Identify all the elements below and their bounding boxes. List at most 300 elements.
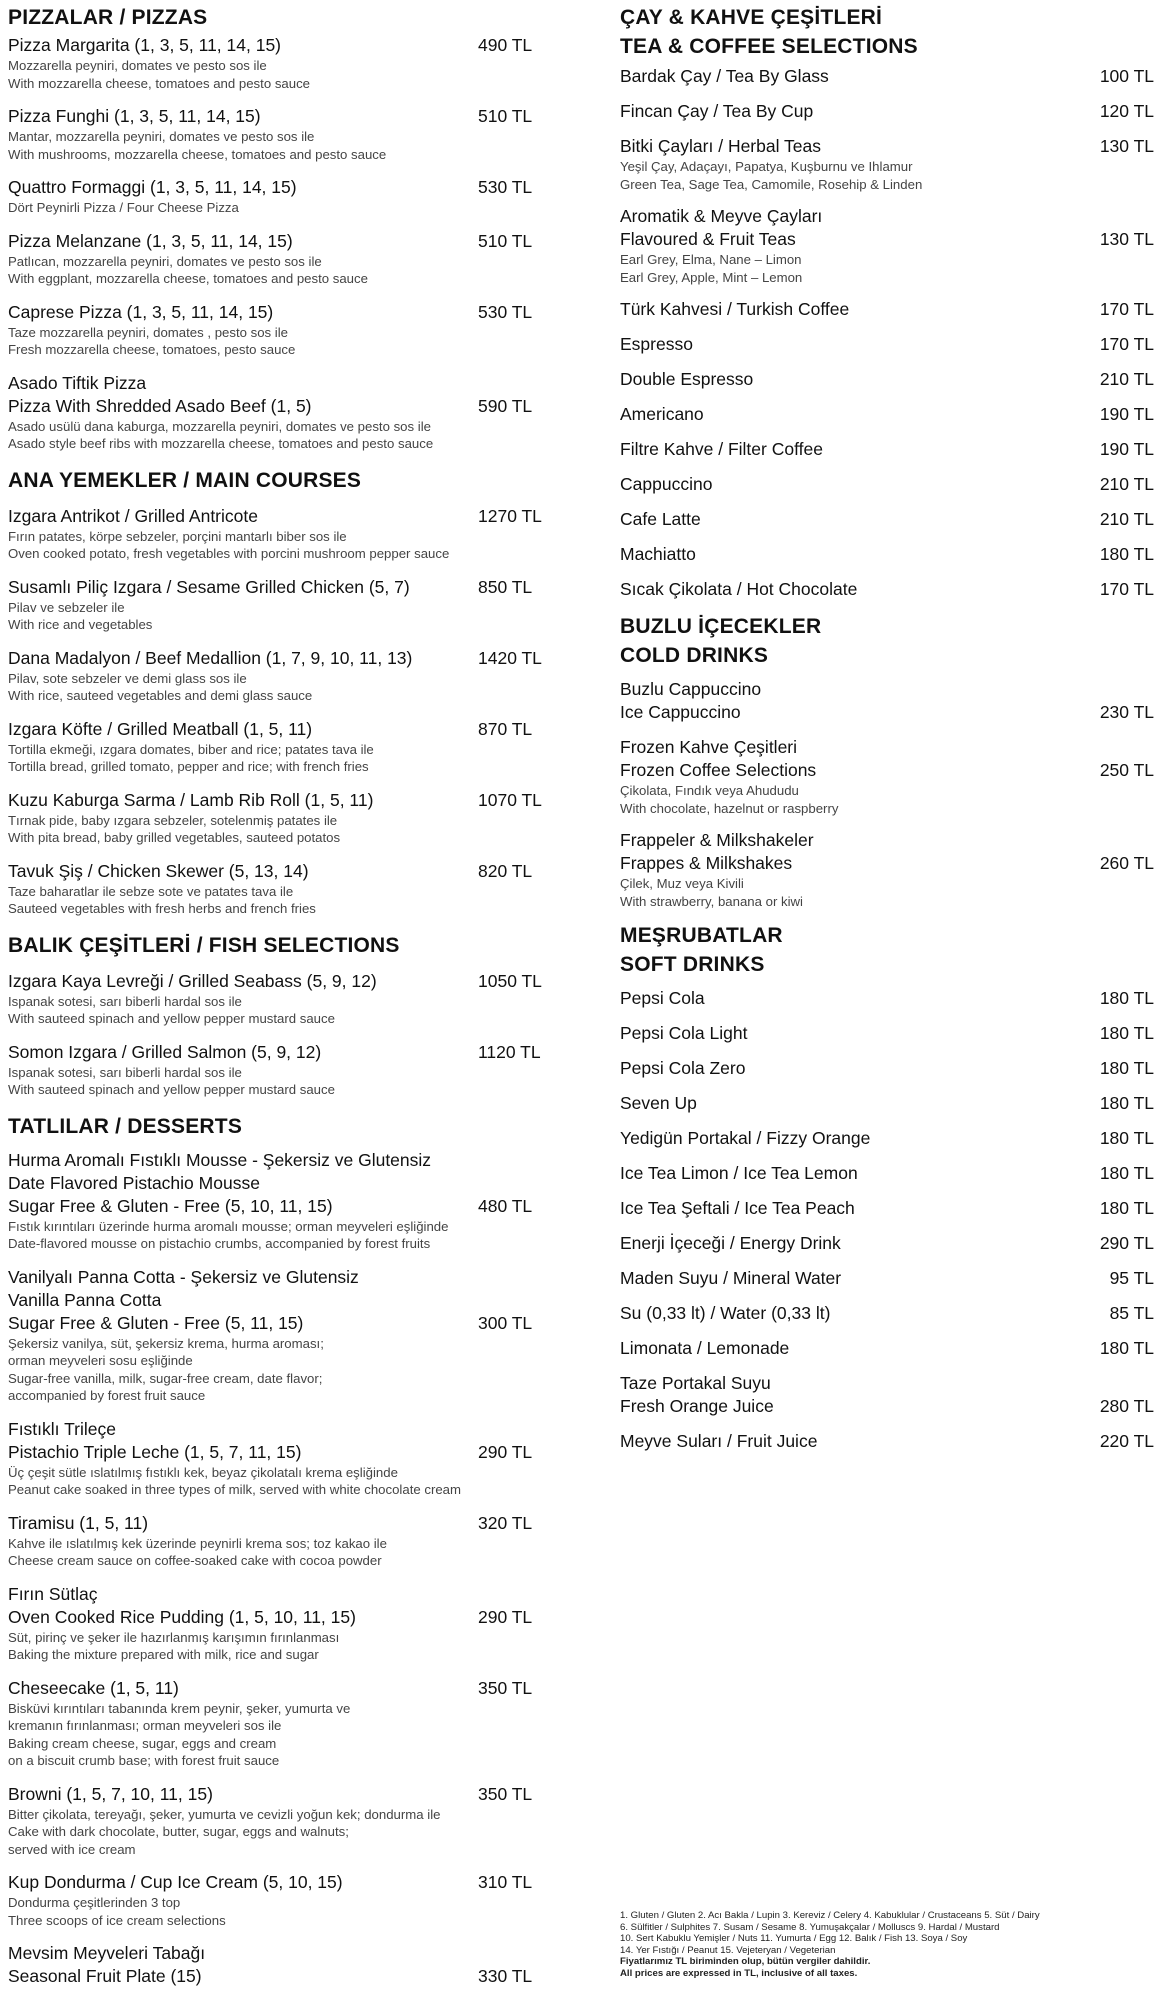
left-menu-column xyxy=(8,0,542,1988)
item-price: 180 TL xyxy=(1099,1128,1154,1148)
item-description: With chocolate, hazelnut or raspberry xyxy=(620,800,839,816)
item-description: Ispanak sotesi, sarı biberli hardal sos ile xyxy=(8,993,242,1009)
item-name-line xyxy=(620,438,1154,461)
item-name-line xyxy=(620,403,1154,426)
item-name: Aromatik & Meyve Çayları xyxy=(620,206,823,226)
item-description: With rice and vegetables xyxy=(8,617,153,632)
item-name: Seven Up xyxy=(620,1093,697,1113)
item-description: Dondurma çeşitlerinden 3 top xyxy=(8,1895,181,1910)
menu-item xyxy=(8,789,542,847)
item-price: 290 TL xyxy=(478,1606,533,1627)
item-name-line xyxy=(620,543,1154,566)
item-name: Frappeler & Milkshakeler xyxy=(620,830,814,850)
item-name-line xyxy=(620,1395,1154,1418)
item-name-line xyxy=(8,372,538,395)
item-name: Ice Tea Şeftali / Ice Tea Peach xyxy=(620,1198,855,1218)
item-name: Date Flavored Pistachio Mousse xyxy=(8,1172,260,1193)
item-name: Pizza Melanzane (1, 3, 5, 11, 14, 15) xyxy=(8,230,293,251)
item-name-line xyxy=(620,1092,1154,1115)
item-description: Bisküvi kırıntıları tabanında krem peynir, şeker, yumurta ve xyxy=(8,1700,351,1716)
item-description: Earl Grey, Elma, Nane – Limon xyxy=(620,252,802,267)
item-description: Fresh mozzarella cheese, tomatoes, pesto sauce xyxy=(8,342,296,357)
item-name: Izgara Köfte / Grilled Meatball (1, 5, 11) xyxy=(8,718,313,739)
item-price: 130 TL xyxy=(1099,136,1154,156)
item-name: Browni (1, 5, 7, 10, 11, 15) xyxy=(8,1783,213,1804)
item-description: Asado style beef ribs with mozzarella cheese, tomatoes and pesto sauce xyxy=(8,436,434,451)
item-description: Tırnak pide, baby ızgara sebzeler, sotelenmiş patates ile xyxy=(8,812,338,828)
item-description: With rice, sauteed vegetables and demi glass sauce xyxy=(8,688,313,703)
menu-item xyxy=(620,298,1154,321)
item-name-line xyxy=(620,1337,1154,1360)
item-price: 510 TL xyxy=(478,230,533,251)
menu-item xyxy=(8,1871,538,1929)
item-description: Mozzarella peyniri, domates ve pesto sos ile xyxy=(8,58,267,73)
item-price: 100 TL xyxy=(1099,66,1154,86)
item-description: Taze mozzarella peyniri, domates , pesto sos ile xyxy=(8,324,288,340)
item-name-line xyxy=(8,1965,538,1988)
item-name: Cheseecake (1, 5, 11) xyxy=(8,1677,179,1698)
item-name: Hurma Aromalı Fıstıklı Mousse - Şekersiz ve Glutensiz xyxy=(8,1149,432,1170)
item-name-line xyxy=(620,298,1154,321)
item-name: Cafe Latte xyxy=(620,509,701,529)
menu-item xyxy=(8,176,538,217)
item-name-line xyxy=(8,1172,538,1195)
item-name-line xyxy=(620,135,1154,158)
item-name-line xyxy=(8,1783,538,1806)
item-description: With pita bread, baby grilled vegetables, sauteed potatos xyxy=(8,830,341,845)
item-name: Bitki Çayları / Herbal Teas xyxy=(620,136,822,156)
item-name: Oven Cooked Rice Pudding (1, 5, 10, 11, 15) xyxy=(8,1606,356,1627)
item-name-line xyxy=(8,789,542,812)
item-name-line xyxy=(620,1127,1154,1150)
item-price: 230 TL xyxy=(1099,702,1154,722)
item-description: Yeşil Çay, Adaçayı, Papatya, Kuşburnu ve Ihlamur xyxy=(620,159,913,174)
menu-item xyxy=(8,1149,538,1253)
item-name-line xyxy=(620,1302,1154,1325)
item-name-line xyxy=(8,34,538,57)
item-name: Maden Suyu / Mineral Water xyxy=(620,1268,842,1288)
item-name-line xyxy=(8,1512,538,1535)
item-name-line xyxy=(8,230,538,253)
item-name: Türk Kahvesi / Turkish Coffee xyxy=(620,299,850,319)
menu-item xyxy=(620,1127,1154,1150)
item-name: Seasonal Fruit Plate (15) xyxy=(8,1966,202,1986)
item-name-line xyxy=(8,1149,538,1172)
section-heading: MEŞRUBATLAR xyxy=(620,924,783,947)
price-note: All prices are expressed in TL, inclusive of all taxes. xyxy=(620,1967,858,1979)
item-name: Izgara Kaya Levreği / Grilled Seabass (5, 9, 12) xyxy=(8,970,377,991)
section-heading: ÇAY & KAHVE ÇEŞİTLERİ xyxy=(620,6,883,29)
section-heading: TATLILAR / DESSERTS xyxy=(8,1114,243,1138)
menu-item xyxy=(620,1092,1154,1115)
item-name: Pepsi Cola Light xyxy=(620,1023,748,1043)
menu-item xyxy=(620,65,1154,88)
item-name: Enerji İçeceği / Energy Drink xyxy=(620,1233,841,1253)
item-name-line xyxy=(620,333,1154,356)
item-description: Bitter çikolata, tereyağı, şeker, yumurta ve cevizli yoğun kek; dondurma ile xyxy=(8,1806,441,1822)
item-name: Flavoured & Fruit Teas xyxy=(620,229,796,249)
menu-item xyxy=(8,647,542,705)
item-description: Oven cooked potato, fresh vegetables with porcini mushroom pepper sauce xyxy=(8,546,450,561)
item-price: 210 TL xyxy=(1099,509,1154,529)
menu-item xyxy=(620,1197,1154,1220)
item-price: 350 TL xyxy=(478,1677,533,1698)
item-price: 130 TL xyxy=(1099,229,1154,249)
item-name: Bardak Çay / Tea By Glass xyxy=(620,66,829,86)
item-price: 210 TL xyxy=(1099,474,1154,494)
item-name: Pistachio Triple Leche (1, 5, 7, 11, 15) xyxy=(8,1441,302,1462)
item-name: Susamlı Piliç Izgara / Sesame Grilled Chicken (5, 7) xyxy=(8,576,410,597)
item-name-line xyxy=(8,1266,538,1289)
item-price: 510 TL xyxy=(478,106,533,126)
allergen-line: 14. Yer Fıstığı / Peanut 15. Vejeteryan / Vegeterian xyxy=(620,1944,836,1956)
menu-item xyxy=(8,1512,538,1570)
section-heading: PIZZALAR / PIZZAS xyxy=(8,6,208,29)
item-name-line xyxy=(8,1606,538,1629)
item-name-line xyxy=(620,368,1154,391)
item-name: Kuzu Kaburga Sarma / Lamb Rib Roll (1, 5, 11) xyxy=(8,789,374,810)
item-name-line xyxy=(8,860,538,883)
item-price: 300 TL xyxy=(478,1312,533,1333)
item-name: Fincan Çay / Tea By Cup xyxy=(620,101,814,121)
item-name: Fırın Sütlaç xyxy=(8,1583,98,1604)
item-name: Izgara Antrikot / Grilled Antricote xyxy=(8,505,258,526)
item-description: Taze baharatlar ile sebze sote ve patates tava ile xyxy=(8,883,294,899)
allergen-line: 10. Sert Kabuklu Yemişler / Nuts 11. Yumurta / Egg 12. Balık / Fish 13. Soya / Soy xyxy=(620,1933,968,1945)
item-description: Çikolata, Fındık veya Ahududu xyxy=(620,783,799,798)
item-name-line xyxy=(620,100,1154,123)
item-name-line xyxy=(8,395,538,418)
item-name: Dana Madalyon / Beef Medallion (1, 7, 9, 10, 11, 13) xyxy=(8,647,413,668)
item-description: Pilav ve sebzeler ile xyxy=(8,599,125,615)
item-price: 180 TL xyxy=(1099,1163,1154,1183)
item-name-line xyxy=(620,701,1154,724)
item-price: 310 TL xyxy=(478,1872,533,1892)
item-name-line xyxy=(620,759,1154,782)
item-name: Filtre Kahve / Filter Coffee xyxy=(620,439,823,459)
item-description: Cake with dark chocolate, butter, sugar, eggs and walnuts; xyxy=(8,1824,349,1839)
item-name-line xyxy=(8,1677,538,1700)
menu-item xyxy=(620,1302,1154,1325)
item-name-line xyxy=(620,1372,1154,1395)
menu-item xyxy=(8,34,538,92)
menu-item xyxy=(8,576,538,634)
menu-item xyxy=(620,473,1154,496)
section-heading: BUZLU İÇECEKLER xyxy=(620,615,822,638)
item-description: Sugar-free vanilla, milk, sugar-free cream, date flavor; xyxy=(8,1370,323,1386)
item-name: Sıcak Çikolata / Hot Chocolate xyxy=(620,579,858,599)
item-name: Pepsi Cola Zero xyxy=(620,1058,746,1078)
item-name-line xyxy=(8,576,538,599)
item-description: Pilav, sote sebzeler ve demi glass sos ile xyxy=(8,670,247,686)
section-heading: SOFT DRINKS xyxy=(620,953,765,976)
item-price: 210 TL xyxy=(1099,369,1154,389)
section-heading: TEA & COFFEE SELECTIONS xyxy=(620,35,918,58)
item-name: Frozen Kahve Çeşitleri xyxy=(620,737,798,757)
item-description: Mantar, mozzarella peyniri, domates ve pesto sos ile xyxy=(8,129,315,144)
item-description: With strawberry, banana or kiwi xyxy=(620,893,803,909)
menu-item xyxy=(620,508,1154,531)
item-description: on a biscuit crumb base; with forest fruit sauce xyxy=(8,1753,280,1768)
item-name-line xyxy=(8,505,542,528)
section-heading: BALIK ÇEŞİTLERİ / FISH SELECTIONS xyxy=(8,933,400,957)
item-description: Cheese cream sauce on coffee-soaked cake with cocoa powder xyxy=(8,1553,382,1568)
item-name-line xyxy=(8,1312,538,1335)
item-name: Limonata / Lemonade xyxy=(620,1338,790,1358)
menu-item xyxy=(620,543,1154,566)
menu-item xyxy=(8,860,538,918)
item-name: Meyve Suları / Fruit Juice xyxy=(620,1431,818,1451)
item-description: With mozzarella cheese, tomatoes and pesto sauce xyxy=(8,75,311,91)
item-name-line xyxy=(620,1162,1154,1185)
item-description: With sauteed spinach and yellow pepper mustard sauce xyxy=(8,1082,335,1097)
item-description: Baking cream cheese, sugar, eggs and cream xyxy=(8,1735,277,1751)
item-price: 180 TL xyxy=(1099,1198,1154,1218)
item-price: 170 TL xyxy=(1099,334,1154,354)
menu-item xyxy=(8,372,538,453)
menu-item xyxy=(620,1372,1154,1418)
item-description: Patlıcan, mozzarella peyniri, domates ve pesto sos ile xyxy=(8,253,322,269)
menu-item xyxy=(620,438,1154,461)
item-price: 85 TL xyxy=(1109,1303,1154,1323)
item-name: Frozen Coffee Selections xyxy=(620,760,817,780)
menu-item xyxy=(620,1162,1154,1185)
item-name-line xyxy=(8,1195,538,1218)
item-name: Mevsim Meyveleri Tabağı xyxy=(8,1943,206,1963)
item-name-line xyxy=(8,1871,538,1894)
item-name: Fıstıklı Trileçe xyxy=(8,1418,116,1439)
item-price: 120 TL xyxy=(1099,101,1154,121)
item-name: Ice Cappuccino xyxy=(620,702,741,722)
item-description: served with ice cream xyxy=(8,1841,136,1857)
item-name-line xyxy=(620,578,1154,601)
item-price: 95 TL xyxy=(1109,1268,1154,1288)
section-heading: COLD DRINKS xyxy=(620,644,769,667)
item-description: Süt, pirinç ve şeker ile hazırlanmış karışımın fırınlanması xyxy=(8,1629,340,1645)
item-name-line xyxy=(8,301,538,324)
menu-item xyxy=(620,1267,1154,1290)
item-name-line xyxy=(620,1232,1154,1255)
item-name-line xyxy=(620,829,1154,852)
menu-item xyxy=(8,105,538,163)
item-price: 280 TL xyxy=(1099,1396,1154,1416)
item-price: 170 TL xyxy=(1099,299,1154,319)
menu-item xyxy=(8,1677,538,1770)
right-menu-column xyxy=(620,0,1154,1453)
item-price: 260 TL xyxy=(1099,853,1154,873)
section-heading: ANA YEMEKLER / MAIN COURSES xyxy=(8,468,362,492)
item-name-line xyxy=(620,473,1154,496)
menu-item xyxy=(620,578,1154,601)
item-name: Caprese Pizza (1, 3, 5, 11, 14, 15) xyxy=(8,301,274,322)
item-name-line xyxy=(620,508,1154,531)
item-name: Espresso xyxy=(620,334,693,354)
item-name-line xyxy=(620,736,1154,759)
item-price: 180 TL xyxy=(1099,988,1154,1008)
item-description: Çilek, Muz veya Kivili xyxy=(620,876,744,891)
item-name-line xyxy=(8,1418,538,1441)
item-description: kremanın fırınlanması; orman meyveleri sos ile xyxy=(8,1718,282,1733)
item-name-line xyxy=(620,678,1154,701)
item-description: With mushrooms, mozzarella cheese, tomatoes and pesto sauce xyxy=(8,146,387,162)
item-name-line xyxy=(620,987,1154,1010)
item-name-line xyxy=(620,65,1154,88)
item-price: 180 TL xyxy=(1099,544,1154,564)
item-description: Dört Peynirli Pizza / Four Cheese Pizza xyxy=(8,200,239,215)
item-name-line xyxy=(620,852,1154,875)
item-name: Pizza Funghi (1, 3, 5, 11, 14, 15) xyxy=(8,106,261,126)
item-name: Yedigün Portakal / Fizzy Orange xyxy=(620,1128,871,1148)
allergen-line: 6. Sülfitler / Sulphites 7. Susam / Sesame 8. Yumuşakçalar / Molluscs 9. Hardal / Mustard xyxy=(620,1921,1000,1933)
item-price: 290 TL xyxy=(1099,1233,1154,1253)
item-price: 1070 TL xyxy=(478,789,542,810)
item-description: Asado usülü dana kaburga, mozzarella peyniri, domates ve pesto sos ile xyxy=(8,418,431,434)
item-price: 870 TL xyxy=(478,718,533,739)
menu-item xyxy=(620,135,1154,193)
item-name: Vanilla Panna Cotta xyxy=(8,1289,162,1310)
item-name: Pizza Margarita (1, 3, 5, 11, 14, 15) xyxy=(8,35,282,55)
item-name-line xyxy=(620,228,1154,251)
item-name-line xyxy=(8,647,542,670)
item-description: orman meyveleri sosu eşliğinde xyxy=(8,1353,193,1368)
item-name-line xyxy=(620,1267,1154,1290)
item-description: Kahve ile ıslatılmış kek üzerinde peynirli krema sos; toz kakao ile xyxy=(8,1535,387,1551)
item-name: Quattro Formaggi (1, 3, 5, 11, 14, 15) xyxy=(8,177,297,197)
item-name: Cappuccino xyxy=(620,474,713,494)
menu-item xyxy=(8,230,538,288)
menu-item xyxy=(8,1418,538,1499)
menu-item xyxy=(620,403,1154,426)
price-note: Fiyatlarımız TL biriminden olup, bütün vergiler dahildir. xyxy=(620,1956,871,1968)
allergen-line: 1. Gluten / Gluten 2. Acı Bakla / Lupin 3. Kereviz / Celery 4. Kabuklular / Crustaceans 5. Süt / Dairy xyxy=(620,1910,1040,1921)
menu-item xyxy=(620,829,1154,910)
item-name-line xyxy=(8,1041,541,1064)
item-price: 490 TL xyxy=(478,35,533,55)
item-name: Pizza With Shredded Asado Beef (1, 5) xyxy=(8,395,312,416)
menu-item xyxy=(620,1232,1154,1255)
item-description: Fırın patates, körpe sebzeler, porçini mantarlı biber sos ile xyxy=(8,528,347,544)
item-name: Sugar Free & Gluten - Free (5, 11, 15) xyxy=(8,1312,304,1333)
item-name: Double Espresso xyxy=(620,369,754,389)
item-price: 1120 TL xyxy=(478,1041,541,1062)
item-description: With sauteed spinach and yellow pepper mustard sauce xyxy=(8,1011,335,1026)
menu-item xyxy=(620,1337,1154,1360)
item-name-line xyxy=(8,718,538,741)
item-price: 180 TL xyxy=(1099,1058,1154,1078)
item-description: Tortilla ekmeği, ızgara domates, biber and rice; patates tava ile xyxy=(8,741,374,757)
item-description: Green Tea, Sage Tea, Camomile, Rosehip & Linden xyxy=(620,176,923,192)
item-description: Ispanak sotesi, sarı biberli hardal sos ile xyxy=(8,1064,242,1080)
item-price: 480 TL xyxy=(478,1195,533,1216)
item-description: Three scoops of ice cream selections xyxy=(8,1912,226,1928)
item-name-line xyxy=(8,1583,538,1606)
item-name: Americano xyxy=(620,404,704,424)
menu-item xyxy=(620,736,1154,817)
menu-item xyxy=(620,368,1154,391)
item-description: accompanied by forest fruit sauce xyxy=(8,1388,206,1403)
item-name: Frappes & Milkshakes xyxy=(620,853,793,873)
item-name: Taze Portakal Suyu xyxy=(620,1373,771,1393)
item-name: Tavuk Şiş / Chicken Skewer (5, 13, 14) xyxy=(8,860,309,881)
item-name-line xyxy=(8,105,538,128)
item-price: 330 TL xyxy=(478,1966,533,1986)
item-description: Baking the mixture prepared with milk, rice and sugar xyxy=(8,1647,319,1662)
item-description: Date-flavored mousse on pistachio crumbs, accompanied by forest fruits xyxy=(8,1236,431,1251)
menu-item xyxy=(620,100,1154,123)
menu-item xyxy=(8,1783,538,1859)
item-name: Asado Tiftik Pizza xyxy=(8,372,147,393)
allergen-footer xyxy=(620,1910,1154,1980)
item-price: 350 TL xyxy=(478,1783,533,1804)
menu-item xyxy=(620,205,1154,286)
item-description: Sauteed vegetables with fresh herbs and french fries xyxy=(8,901,316,916)
item-name: Vanilyalı Panna Cotta - Şekersiz ve Glutensiz xyxy=(8,1266,359,1287)
item-name-line xyxy=(8,1289,538,1312)
item-name: Sugar Free & Gluten - Free (5, 10, 11, 15) xyxy=(8,1195,333,1216)
menu-item xyxy=(8,718,538,776)
item-price: 1050 TL xyxy=(478,970,542,991)
item-name: Pepsi Cola xyxy=(620,988,705,1008)
item-name-line xyxy=(620,1430,1154,1453)
item-name-line xyxy=(8,176,538,199)
item-price: 290 TL xyxy=(478,1441,533,1462)
item-price: 1270 TL xyxy=(478,505,542,526)
menu-item xyxy=(8,970,542,1028)
item-price: 170 TL xyxy=(1099,579,1154,599)
item-name-line xyxy=(8,1441,538,1464)
item-description: Tortilla bread, grilled tomato, pepper and rice; with french fries xyxy=(8,759,369,774)
item-description: Peanut cake soaked in three types of milk, served with white chocolate cream xyxy=(8,1482,461,1497)
item-name: Tiramisu (1, 5, 11) xyxy=(8,1512,149,1533)
item-description: Fıstık kırıntıları üzerinde hurma aromalı mousse; orman meyveleri eşliğinde xyxy=(8,1218,449,1234)
item-price: 590 TL xyxy=(478,395,533,416)
item-name: Ice Tea Limon / Ice Tea Lemon xyxy=(620,1163,858,1183)
item-description: Earl Grey, Apple, Mint – Lemon xyxy=(620,269,803,285)
menu-item xyxy=(8,1942,538,1988)
item-price: 1420 TL xyxy=(478,647,542,668)
item-price: 850 TL xyxy=(478,576,533,597)
item-name: Kup Dondurma / Cup Ice Cream (5, 10, 15) xyxy=(8,1872,343,1892)
menu-item xyxy=(620,678,1154,724)
item-description: With eggplant, mozzarella cheese, tomatoes and pesto sauce xyxy=(8,271,368,286)
item-name-line xyxy=(8,1942,538,1965)
item-name: Somon Izgara / Grilled Salmon (5, 9, 12) xyxy=(8,1041,322,1062)
item-name-line xyxy=(620,1057,1154,1080)
menu-item xyxy=(620,987,1154,1010)
menu-item xyxy=(620,1057,1154,1080)
item-price: 180 TL xyxy=(1099,1093,1154,1113)
item-price: 820 TL xyxy=(478,860,533,881)
menu-item xyxy=(8,1041,541,1099)
menu-item xyxy=(620,333,1154,356)
menu-item xyxy=(8,301,538,359)
item-description: Üç çeşit sütle ıslatılmış fıstıklı kek, beyaz çikolatalı krema eşliğinde xyxy=(8,1464,398,1480)
item-price: 180 TL xyxy=(1099,1338,1154,1358)
item-price: 220 TL xyxy=(1099,1431,1154,1451)
item-price: 530 TL xyxy=(478,301,533,322)
item-name: Su (0,33 lt) / Water (0,33 lt) xyxy=(620,1303,831,1323)
item-price: 190 TL xyxy=(1099,404,1154,424)
item-name: Buzlu Cappuccino xyxy=(620,679,762,699)
menu-item xyxy=(620,1022,1154,1045)
item-name-line xyxy=(8,970,542,993)
item-price: 180 TL xyxy=(1099,1023,1154,1043)
item-price: 320 TL xyxy=(478,1512,533,1533)
item-price: 190 TL xyxy=(1099,439,1154,459)
item-price: 250 TL xyxy=(1099,760,1154,780)
item-name-line xyxy=(620,205,1154,228)
item-name: Machiatto xyxy=(620,544,696,564)
